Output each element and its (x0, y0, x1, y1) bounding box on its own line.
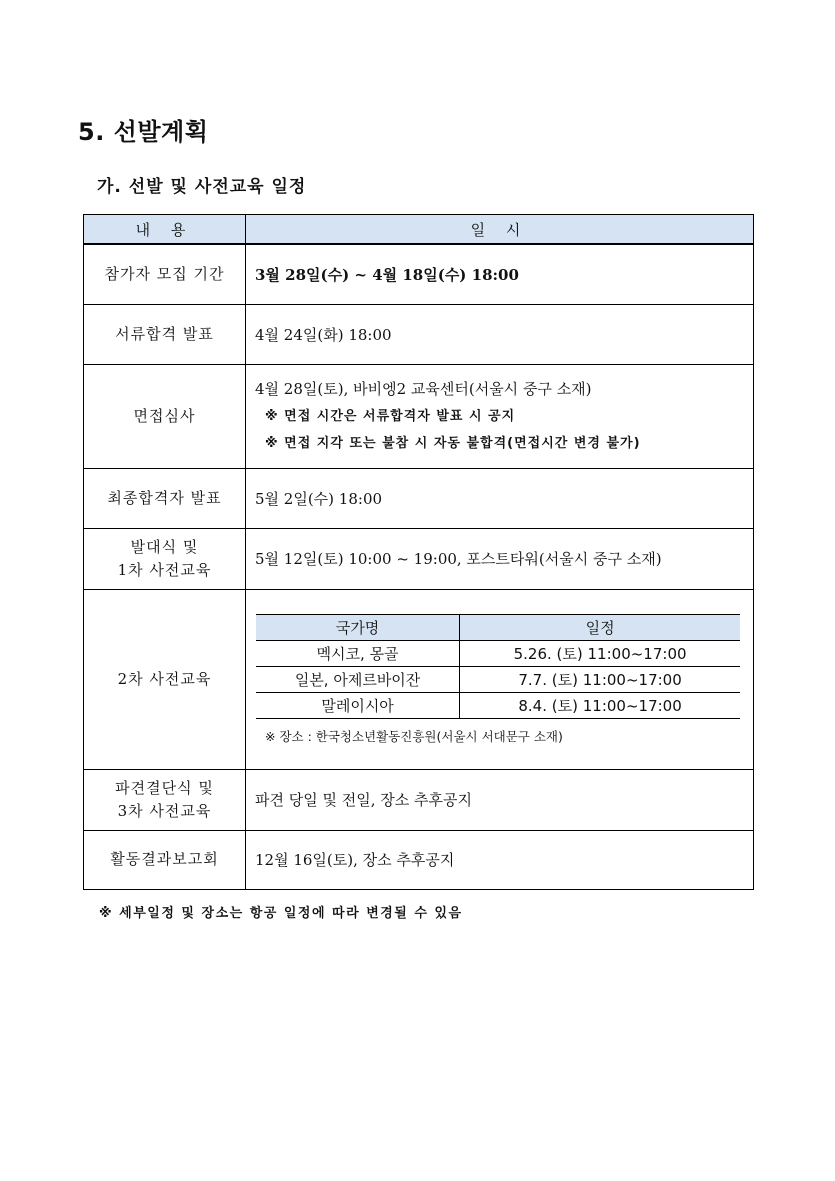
table-row (84, 769, 754, 830)
inner-row (256, 640, 740, 666)
venue-note: ※ 장소 : 한국청소년활동진흥원(서울시 서대문구 소재) (265, 728, 563, 744)
row-value: 4월 28일(토), 바비엥2 교육센터(서울시 중구 소재) (255, 379, 592, 398)
row-label: 3차 사전교육 (117, 801, 212, 820)
table-row (84, 244, 754, 304)
inner-schedule: 7.7. (토) 11:00~17:00 (460, 666, 740, 692)
row-value: 3월 28일(수) ~ 4월 18일(수) 18:00 (246, 244, 754, 304)
table-row (84, 589, 754, 769)
row-value: 5월 2일(수) 18:00 (246, 468, 754, 528)
table-row (84, 468, 754, 528)
schedule-table (83, 214, 754, 890)
table-row (84, 304, 754, 364)
table-row (84, 528, 754, 589)
table-header-row (84, 215, 754, 245)
header-datetime: 일 시 (246, 215, 754, 245)
row-label: 2차 사전교육 (84, 589, 246, 769)
inner-schedule: 5.26. (토) 11:00~17:00 (460, 640, 740, 666)
inner-row (256, 666, 740, 692)
row-value-cell (246, 589, 754, 769)
row-label-cell (84, 769, 246, 830)
row-label-cell (84, 528, 246, 589)
row-value-cell (246, 364, 754, 468)
footer-note: ※ 세부일정 및 장소는 항공 일정에 따라 변경될 수 있음 (99, 906, 463, 921)
row-label: 파견결단식 및 (115, 779, 214, 797)
header-content: 내 용 (84, 215, 246, 245)
row-label: 최종합격자 발표 (84, 468, 246, 528)
inner-schedule: 8.4. (토) 11:00~17:00 (460, 692, 740, 718)
row-value: 파견 당일 및 전일, 장소 추후공지 (246, 769, 754, 830)
row-label: 참가자 모집 기간 (84, 244, 246, 304)
table-row (84, 364, 754, 468)
row-label: 발대식 및 (130, 538, 199, 556)
table-row (84, 830, 754, 889)
inner-country: 멕시코, 몽골 (256, 640, 460, 666)
interview-note: ※ 면접 지각 또는 불참 시 자동 불합격(면접시간 변경 불가) (265, 435, 641, 451)
row-label: 활동결과보고회 (84, 830, 246, 889)
inner-country: 일본, 아제르바이잔 (256, 666, 460, 692)
country-schedule-table (256, 614, 740, 719)
row-value: 4월 24일(화) 18:00 (246, 304, 754, 364)
row-label: 1차 사전교육 (117, 560, 212, 579)
inner-country: 말레이시아 (256, 692, 460, 718)
interview-note: ※ 면접 시간은 서류합격자 발표 시 공지 (265, 408, 516, 424)
inner-row (256, 692, 740, 718)
inner-header-schedule: 일정 (460, 614, 740, 640)
subsection-title: 가. 선발 및 사전교육 일정 (97, 177, 307, 197)
inner-header-country: 국가명 (256, 614, 460, 640)
row-value: 5월 12일(토) 10:00 ~ 19:00, 포스트타워(서울시 중구 소재) (246, 528, 754, 589)
row-label: 서류합격 발표 (84, 304, 246, 364)
row-value: 12월 16일(토), 장소 추후공지 (246, 830, 754, 889)
inner-header-row (256, 614, 740, 640)
row-label: 면접심사 (84, 364, 246, 468)
section-title: 5. 선발계획 (78, 118, 209, 146)
